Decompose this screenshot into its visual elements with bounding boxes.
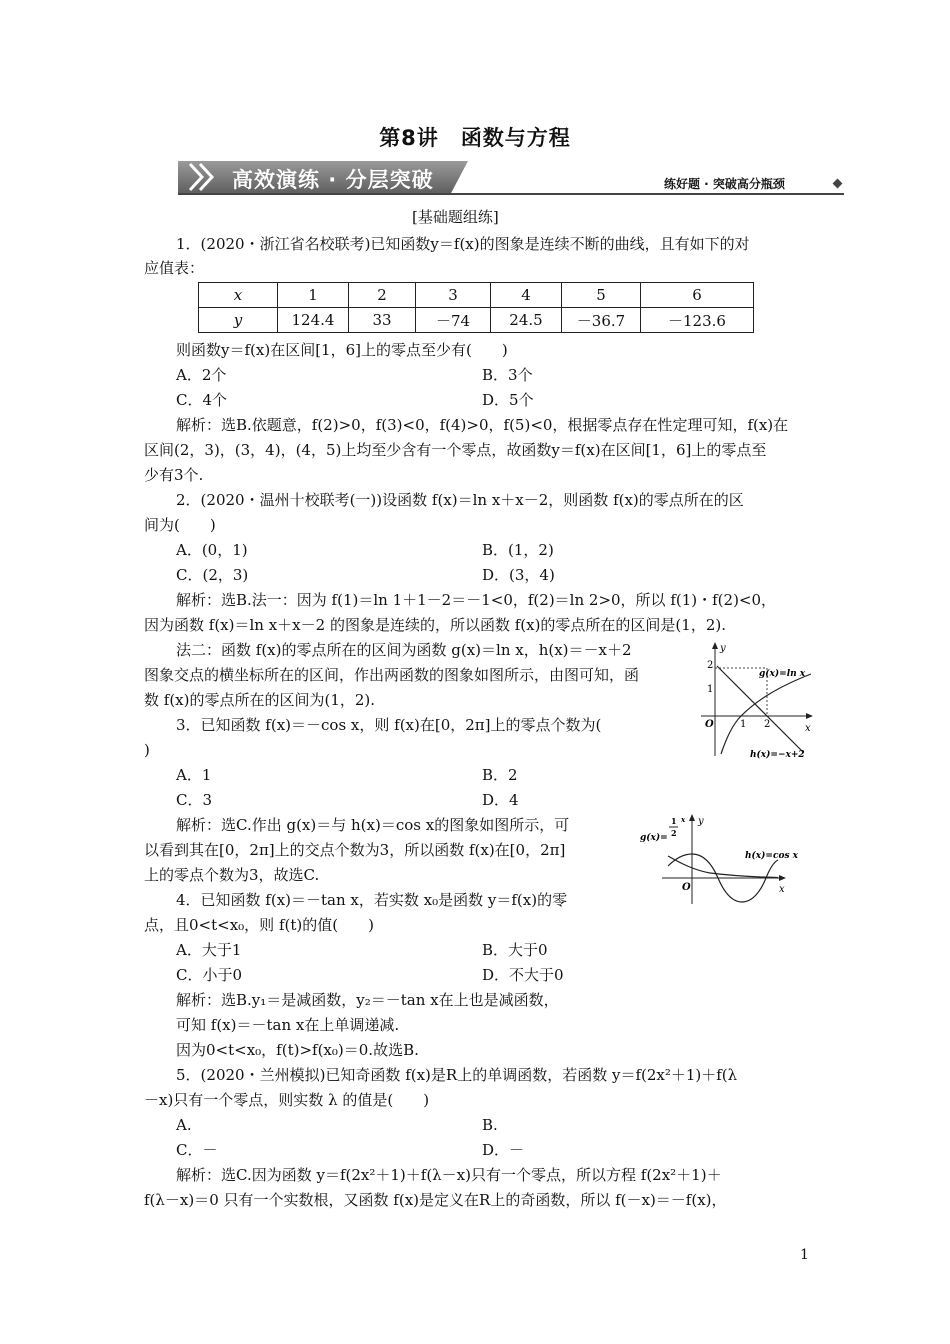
q2-solution-line5: 数 f(x)的零点所在的区间为(1，2).	[144, 691, 376, 709]
y-axis-label: y	[720, 643, 726, 654]
page-title	[0, 122, 950, 152]
diamond-icon	[833, 179, 843, 189]
q2-solution-line3: 法二：函数 f(x)的零点所在的区间为函数 g(x)＝ln x，h(x)＝－x＋2	[176, 641, 632, 659]
q3-stem-line2: )	[144, 741, 150, 759]
q1-solution-line3: 少有3个.	[144, 466, 204, 484]
q2-stem-line1: 2．(2020・温州十校联考(一))设函数 f(x)＝ln x＋x－2，则函数 f(x)的零点所在的区	[176, 491, 744, 509]
q2-option-d: D．(3，4)	[482, 566, 555, 584]
q3-solution-line2: 以看到其在[0，2π]上的交点个数为3，所以函数 f(x)在[0，2π]	[144, 841, 566, 859]
table-cell: 2	[349, 283, 416, 308]
table-cell: 5	[562, 283, 641, 308]
table-cell: －36.7	[562, 308, 641, 333]
q2-option-b: B．(1，2)	[482, 541, 554, 559]
q3-option-d: D．4	[482, 791, 519, 809]
q2-solution-line4: 图象交点的横坐标所在的区间，作出两函数的图象如图所示，由图可知，函	[144, 666, 640, 684]
value-table	[198, 282, 754, 333]
q2-option-a: A．(0，1)	[176, 541, 248, 559]
g-fraction-numerator: 1	[671, 816, 677, 826]
q4-stem-line2: 点，且0<t<x₀，则 f(t)的值( )	[144, 916, 374, 934]
chevron-right-icon	[186, 160, 230, 194]
table-cell: 124.4	[278, 308, 349, 333]
y-tick-label: 2	[707, 660, 714, 671]
h-function-label: h(x)=cos x	[745, 851, 799, 861]
q5-stem-line2: －x)只有一个零点，则实数 λ 的值是( )	[144, 1091, 430, 1109]
x-axis-arrow-icon	[779, 875, 786, 881]
q4-option-c: C．小于0	[176, 966, 243, 984]
q1-solution-line2: 区间(2，3)，(3，4)，(4，5)上均至少含有一个零点，故函数y＝f(x)在区间[1，6]上的零点至	[144, 441, 767, 459]
origin-label: O	[705, 719, 714, 730]
g-fraction-denominator: 2	[671, 828, 677, 838]
table-cell: y	[199, 308, 278, 333]
q2-solution-line2: 因为函数 f(x)＝ln x＋x－2 的图象是连续的，所以函数 f(x)的零点所在的区间是(1，2).	[144, 616, 726, 634]
q5-option-a: A.	[176, 1116, 192, 1134]
q4-solution-line1: 解析：选B.y₁＝是减函数，y₂＝－tan x在上也是减函数，	[176, 991, 559, 1009]
page-number: 1	[800, 1247, 809, 1263]
header-rule	[178, 193, 844, 195]
y-axis-label: y	[698, 816, 704, 827]
table-cell: －123.6	[641, 308, 754, 333]
table-cell: 33	[349, 308, 416, 333]
banner-text: 高效演练 · 分层突破	[232, 168, 434, 192]
table-cell: x	[199, 283, 278, 308]
g-function-label: g(x)=ln x	[759, 669, 806, 679]
origin-label: O	[682, 882, 691, 893]
q1-option-b: B．3个	[482, 366, 533, 384]
table-cell: 1	[278, 283, 349, 308]
y-axis-arrow-icon	[689, 814, 695, 821]
h-function-label: h(x)=−x+2	[750, 750, 805, 760]
q4-option-a: A．大于1	[176, 941, 242, 959]
q5-option-c: C．－	[176, 1141, 218, 1159]
graph-exp-cos	[638, 812, 813, 908]
q1-option-c: C．4个	[176, 391, 228, 409]
ln-curve	[721, 674, 811, 754]
q5-solution-line1: 解析：选C.因为函数 y＝f(2x²＋1)＋f(λ－x)只有一个零点，所以方程 f(2x²＋1)＋	[176, 1166, 722, 1184]
q1-stem-line1: 1．(2020・浙江省名校联考)已知函数y＝f(x)的图象是连续不断的曲线，且有如下的对	[176, 235, 750, 253]
q2-option-c: C．(2，3)	[176, 566, 249, 584]
table-cell: 6	[641, 283, 754, 308]
g-exponent: x	[681, 815, 686, 824]
q3-option-a: A．1	[176, 766, 212, 784]
q4-solution-line2: 可知 f(x)＝－tan x在上单调递减.	[176, 1016, 400, 1034]
table-row-x	[199, 283, 754, 308]
q2-stem-line2: 间为( )	[144, 516, 216, 534]
q3-option-b: B．2	[482, 766, 518, 784]
x-axis-label: x	[805, 723, 811, 734]
x-tick-label: 2	[764, 719, 771, 730]
q4-solution-line3: 因为0<t<x₀，f(t)>f(x₀)＝0.故选B.	[176, 1041, 419, 1059]
q5-solution-line2: f(λ－x)＝0 只有一个实数根，又函数 f(x)是定义在R上的奇函数，所以 f(－x)＝－f(x)，	[144, 1191, 727, 1209]
q3-stem-line1: 3．已知函数 f(x)＝－cos x，则 f(x)在[0，2π]上的零点个数为(	[176, 716, 602, 734]
q3-solution-line3: 上的零点个数为3，故选C.	[144, 866, 320, 884]
y-tick-label: 1	[707, 684, 714, 695]
cos-curve-left	[668, 854, 692, 866]
graph-ln-linear	[695, 640, 820, 762]
q5-option-b: B.	[482, 1116, 498, 1134]
table-cell: 24.5	[491, 308, 562, 333]
y-axis-arrow-icon	[712, 642, 718, 649]
lecture-topic: 函数与方程	[460, 126, 571, 150]
q1-stem-line3: 则函数y＝f(x)在区间[1，6]上的零点至少有( )	[176, 341, 508, 359]
q2-solution-line1: 解析：选B.法一：因为 f(1)＝ln 1＋1－2＝－1<0，f(2)＝ln 2>0，所以 f(1)・f(2)<0，	[176, 591, 777, 609]
x-axis-label: x	[779, 884, 785, 895]
q5-stem-line1: 5．(2020・兰州模拟)已知奇函数 f(x)是R上的单调函数，若函数 y＝f(2x²＋1)＋f(λ	[176, 1066, 738, 1084]
q1-stem-line2: 应值表：	[144, 259, 205, 277]
q4-option-b: B．大于0	[482, 941, 548, 959]
g-label-prefix: g(x)=	[640, 833, 668, 843]
q1-option-d: D．5个	[482, 391, 534, 409]
q1-solution-line1: 解析：选B.依题意，f(2)>0，f(3)<0，f(4)>0，f(5)<0，根据零点存在性定理可知，f(x)在	[176, 416, 789, 434]
x-axis-arrow-icon	[806, 713, 813, 719]
table-cell: －74	[416, 308, 491, 333]
q1-option-a: A．2个	[176, 366, 227, 384]
x-tick-label: 1	[740, 719, 747, 730]
section-label: [基础题组练]	[412, 208, 499, 226]
q5-option-d: D．－	[482, 1141, 525, 1159]
g-function-label	[640, 815, 686, 843]
q4-stem-line1: 4．已知函数 f(x)＝－tan x，若实数 x₀是函数 y＝f(x)的零	[176, 891, 568, 909]
q3-option-c: C．3	[176, 791, 213, 809]
tagline: 练好题 · 突破高分瓶颈	[664, 177, 785, 191]
q3-solution-line1: 解析：选C.作出 g(x)＝与 h(x)＝cos x的图象如图所示，可	[176, 816, 570, 834]
table-row-y	[199, 308, 754, 333]
table-cell: 4	[491, 283, 562, 308]
q4-option-d: D．不大于0	[482, 966, 564, 984]
lecture-number: 第8讲	[379, 126, 439, 150]
table-cell: 3	[416, 283, 491, 308]
